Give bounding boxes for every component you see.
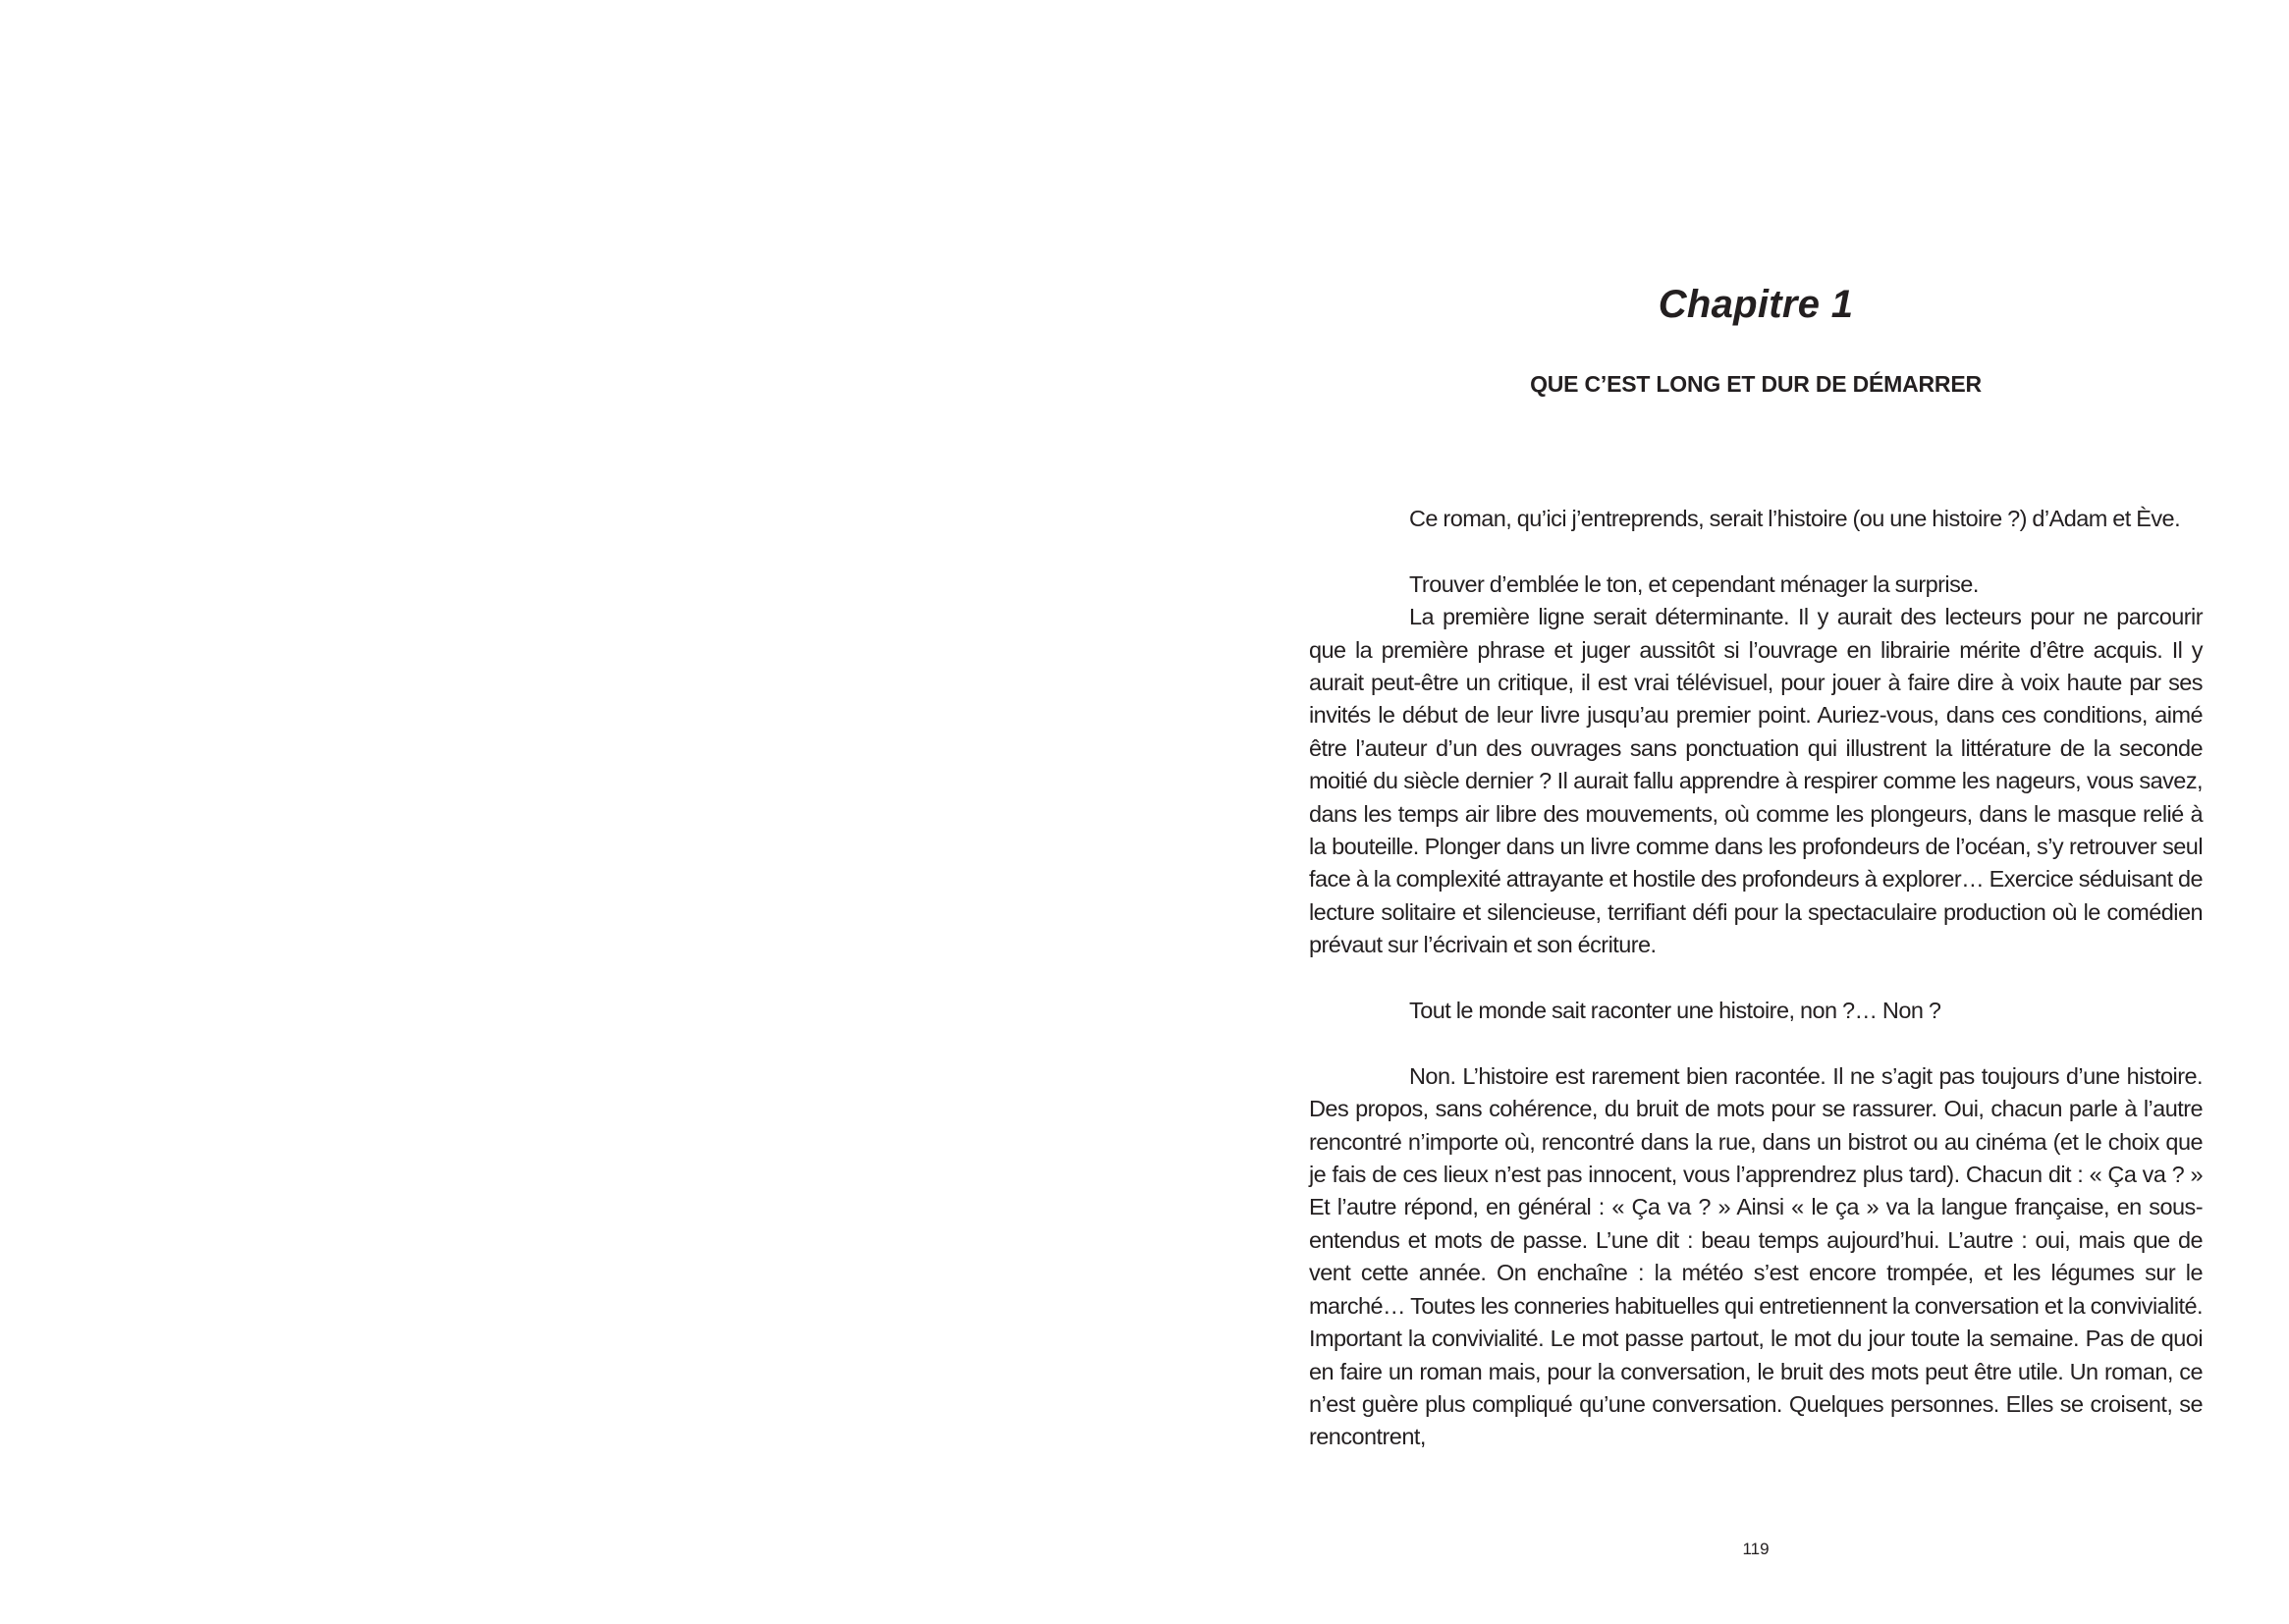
paragraph-conversation: Non. L’histoire est rarement bien racontée. Il ne s’agit pas toujours d’une histoire. Des propos, sans cohérence, du bruit de mots pour se rassurer. Oui, chacun parle à l’autre rencontré n’importe où, rencontré dans la rue, dans un bistrot ou au cinéma (et le choix que je fais de ces lieux n’est pas innocent, vous l’apprendrez plus tard). Chacun dit : « Ça va ? » Et l’autre répond, en général : « Ça va ? » Ainsi « le ça » va la langue française, en sous-entendus et mots de passe. L’une dit : beau temps aujourd’hui. L’autre : oui, mais que de vent cette année. On enchaîne : la météo s’est encore trompée, et les légumes sur le marché… Toutes les conneries habituelles qui entretiennent la conversation et la convivialité. Important la convivialité. Le mot passe partout, le mot du jour toute la semaine. Pas de quoi en faire un roman mais, pour la conversation, le bruit des mots peut être utile. Un roman, ce n’est guère plus compliqué qu’une conversation. Quelques personnes. Elles se croisent, se rencontrent,	[1309, 1062, 2203, 1450]
left-page-blank	[0, 0, 1144, 1624]
paragraph-opening: Ce roman, qu’ici j’entreprends, serait l’histoire (ou une histoire ?) d’Adam et Ève.	[1409, 506, 2181, 531]
chapter-subtitle: QUE C’EST LONG ET DUR DE DÉMARRER	[1530, 371, 1982, 397]
page-number: 119	[1742, 1540, 1770, 1558]
chapter-body	[1309, 503, 2203, 1454]
chapter-title: Chapitre 1	[1658, 283, 1854, 326]
paragraph-tone: Trouver d’emblée le ton, et cependant ménager la surprise.	[1409, 570, 1979, 597]
paragraph-storytelling: Tout le monde sait raconter une histoire, non ?… Non ?	[1409, 998, 1941, 1024]
paragraph-first-line: La première ligne serait déterminante. Il y aurait des lecteurs pour ne parcourir que la première phrase et juger aussitôt si l’ouvrage en librairie mérite d’être acquis. Il y aurait peut-être un critique, il est vrai télévisuel, pour jouer à faire dire à voix haute par ses invités le début de leur livre jusqu’au premier point. Auriez-vous, dans ces conditions, aimé être l’auteur d’un des ouvrages sans ponctuation qui illustrent la littérature de la seconde moitié du siècle dernier ? Il aurait fallu apprendre à respirer comme les nageurs, vous savez, dans les temps air libre des mouvements, où comme les plongeurs, dans le masque relié à la bouteille. Plonger dans un livre comme dans les profondeurs de l’océan, s’y retrouver seul face à la complexité attrayante et hostile des profondeurs à explorer… Exercice séduisant de lecture solitaire et silencieuse, terrifiant défi pour la spectaculaire production où le comédien prévaut sur l’écrivain et son écriture.	[1309, 604, 2203, 958]
